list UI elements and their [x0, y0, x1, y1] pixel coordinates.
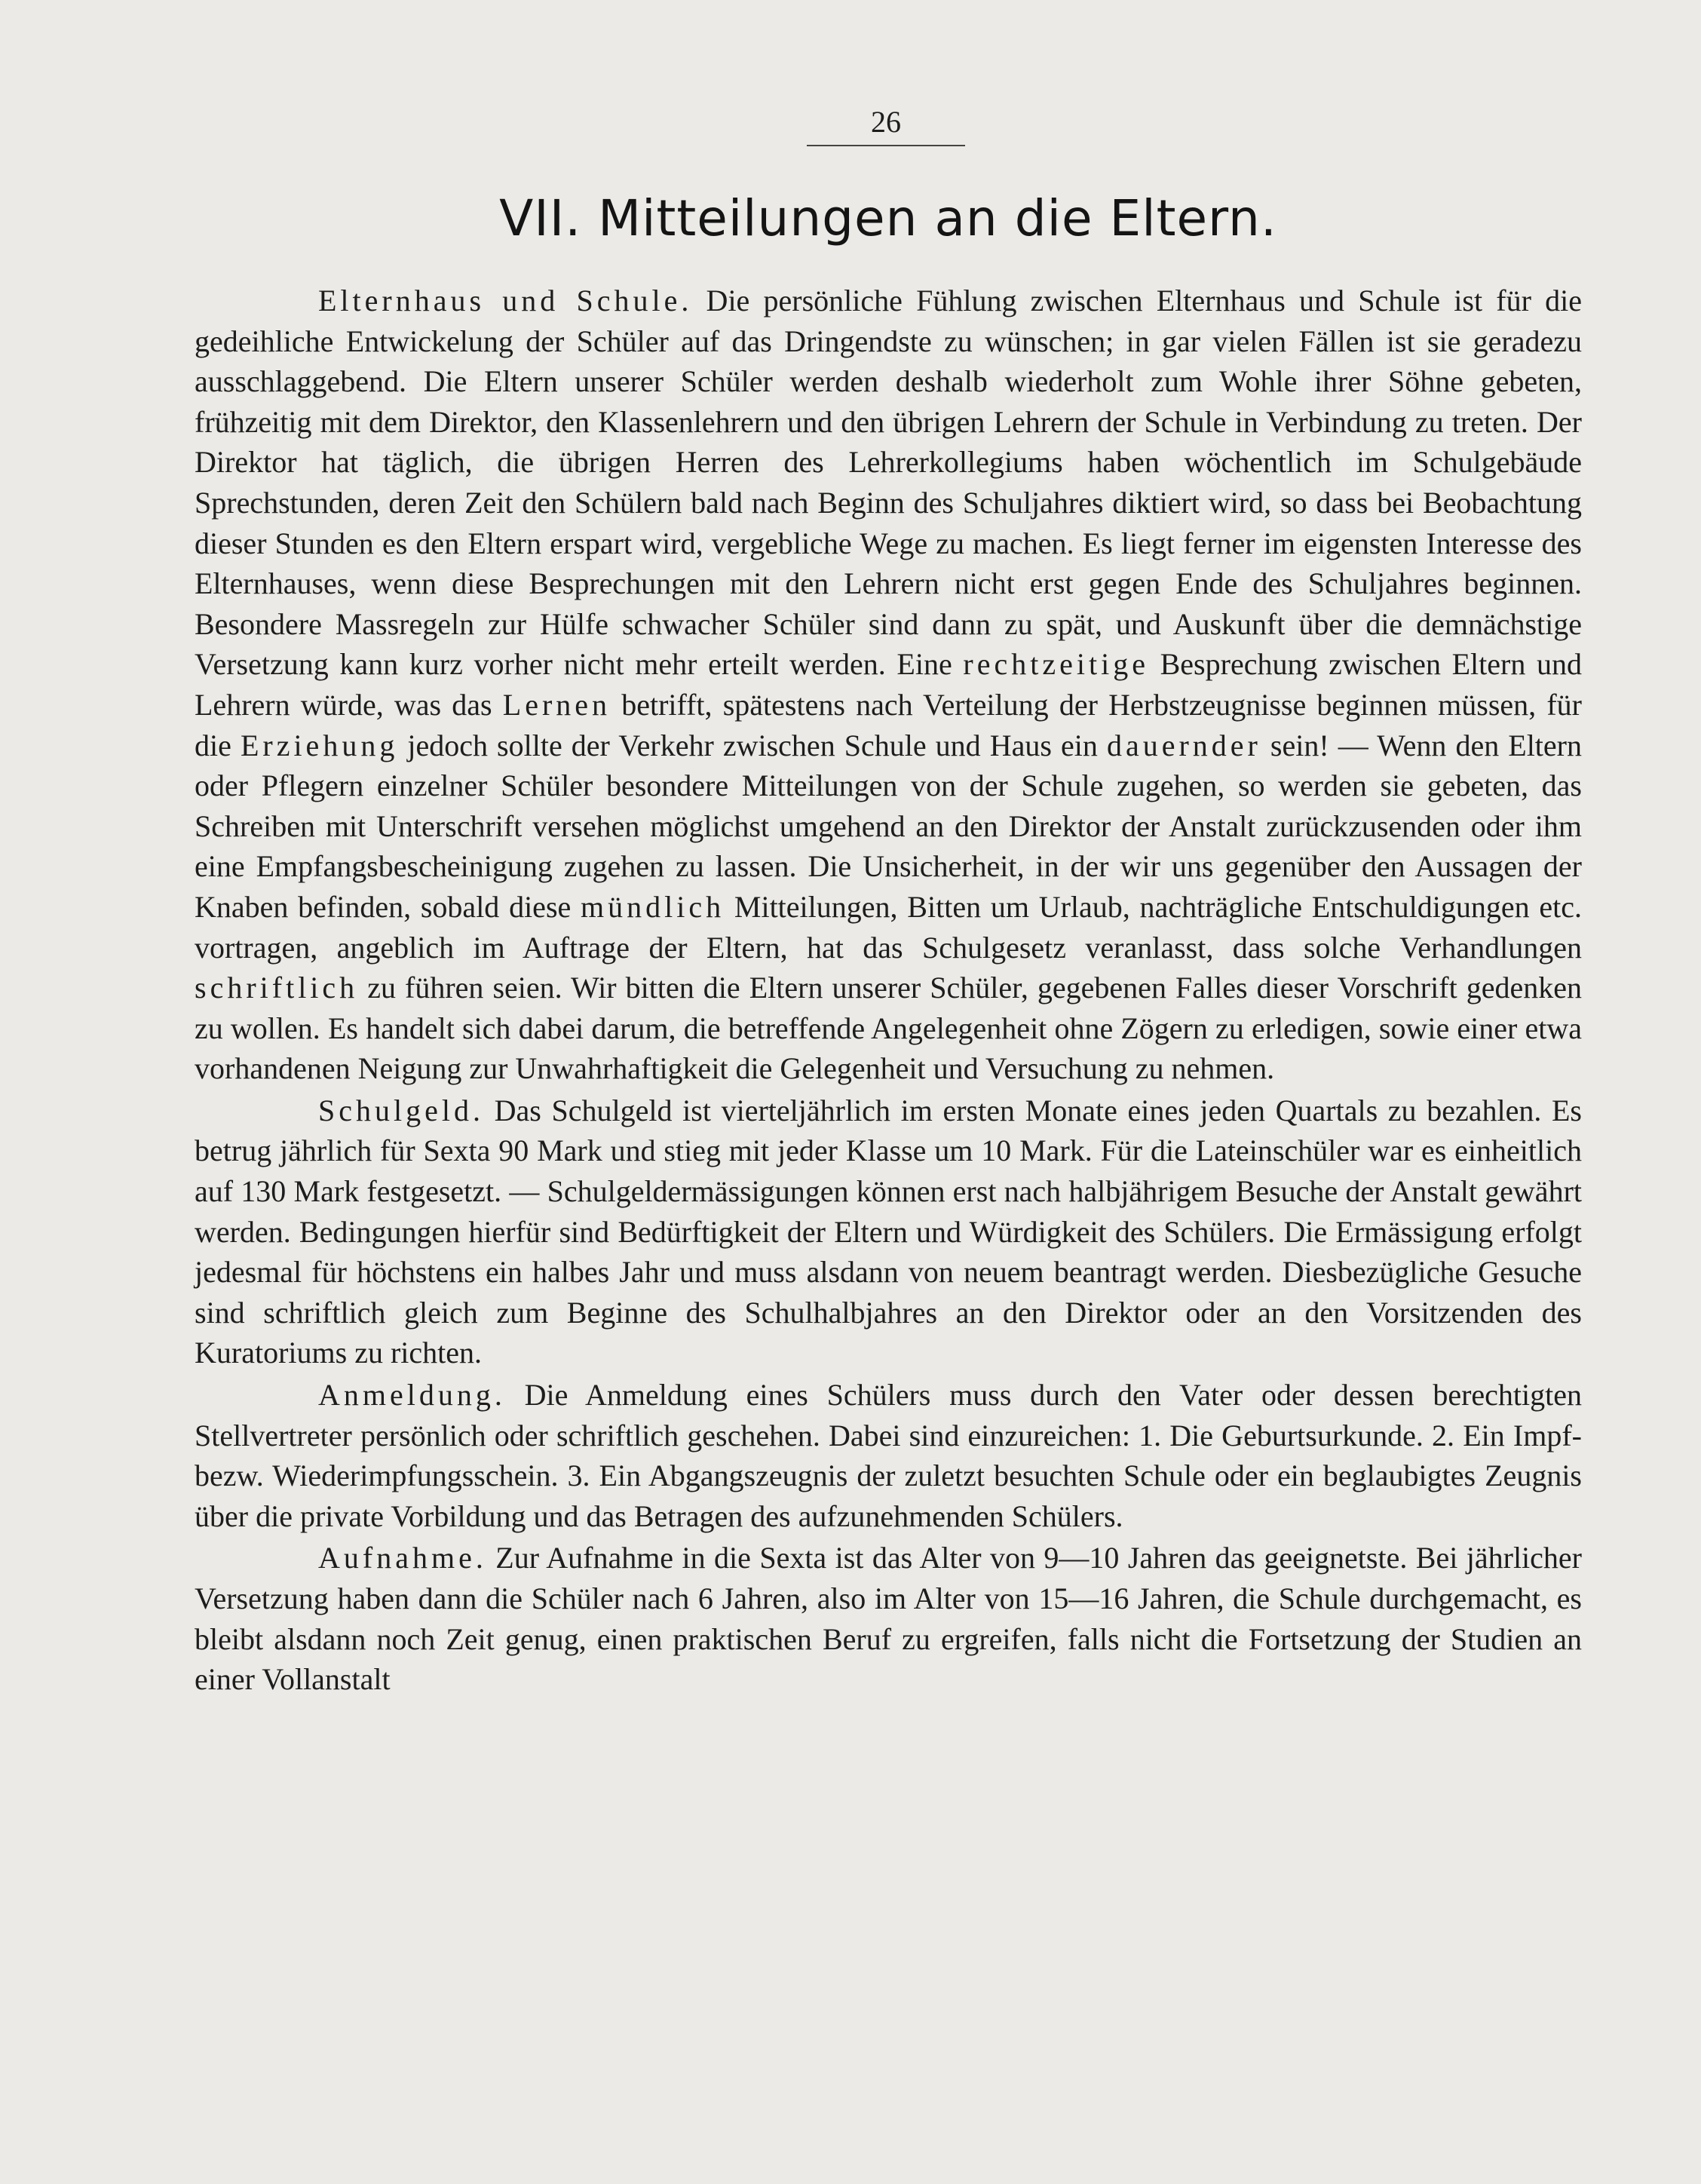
- section-heading: Anmeldung.: [318, 1378, 506, 1413]
- section-heading: Aufnahme.: [318, 1541, 487, 1575]
- emphasis-text: rechtzeitige: [963, 647, 1149, 682]
- section-heading: Schulgeld.: [318, 1093, 484, 1127]
- text-run: Die persönliche Fühlung zwischen Elternhaus und Schule ist für die gedeihliche Entwickelung der Schüler auf das Dringendste zu wünschen; in gar vielen Fällen ist sie geradezu ausschlaggebend. Die Eltern unserer Schüler werden deshalb wiederholt zum Wohle ihrer Söhne gebeten, frühzeitig mit dem Direktor, den Klassenlehrern und den übrigen Lehrern der Schule in Verbindung zu treten. Der Direktor hat täglich, die übrigen Herren des Lehrerkollegiums haben wöchentlich im Schulgebäude Sprechstunden, deren Zeit den Schülern bald nach Beginn des Schuljahres diktiert wird, so dass bei Beobachtung dieser Stunden es den Eltern erspart wird, vergebliche Wege zu machen. Es liegt ferner im eigensten Interesse des Elternhauses, wenn diese Besprechungen mit den Lehrern nicht erst gegen Ende des Schuljahres beginnen. Besondere Massregeln zur Hülfe schwacher Schüler sind dann zu spät, und Auskunft über die demnächstige Versetzung kann kurz vorher nicht mehr erteilt werden. Eine: [195, 284, 1582, 682]
- paragraph-anmeldung: [195, 1375, 1582, 1536]
- emphasis-text: dauernder: [1106, 728, 1261, 762]
- page-number: 26: [807, 104, 965, 146]
- page-title: VII. Mitteilungen an die Eltern.: [499, 189, 1277, 247]
- text-run: Die Anmeldung eines Schülers muss durch den Vater oder dessen berechtigten Stellvertreter persönlich oder schriftlich geschehen. Dabei sind einzureichen: 1. Die Geburtsurkunde. 2. Ein Impf- bezw. Wiederimpfungsschein. 3. Ein Abgangszeugnis der zuletzt besuchten Schule oder ein beglaubigtes Zeugnis über die private Vorbildung und das Betragen des aufzunehmenden Schülers.: [195, 1378, 1582, 1533]
- text-run: Mitteilungen, Bitten um Urlaub, nachträgliche Entschuldigungen etc. vortragen, angeblich im Auftrage der Eltern, hat das Schulgesetz veranlasst, dass solche Verhandlungen: [195, 889, 1582, 965]
- emphasis-text: mündlich: [581, 889, 725, 924]
- paragraph-elternhaus: [195, 281, 1582, 1089]
- text-run: zu führen seien. Wir bitten die Eltern unserer Schüler, gegebenen Falles dieser Vorschrift gedenken zu wollen. Es handelt sich dabei darum, die betreffende Angelegenheit ohne Zögern zu erledigen, sowie einer etwa vorhandenen Neigung zur Unwahrhaftigkeit die Gelegenheit und Versuchung zu nehmen.: [195, 971, 1582, 1086]
- paragraph-aufnahme: [195, 1538, 1582, 1699]
- text-run: Das Schulgeld ist vierteljährlich im ersten Monate eines jeden Quartals zu bezahlen. Es betrug jährlich für Sexta 90 Mark und stieg mit jeder Klasse um 10 Mark. Für die Lateinschüler war es einheitlich auf 130 Mark festgesetzt. — Schulgeldermässigungen können erst nach halbjährigem Besuche der Anstalt gewährt werden. Bedingungen hierfür sind Bedürftigkeit der Eltern und Würdigkeit des Schülers. Die Ermässigung erfolgt jedesmal für höchstens ein halbes Jahr und muss alsdann von neuem beantragt werden. Diesbezügliche Gesuche sind schriftlich gleich zum Beginne des Schulhalbjahres an den Direktor oder an den Vorsitzenden des Kuratoriums zu richten.: [195, 1093, 1582, 1370]
- text-run: sein! — Wenn den Eltern oder Pflegern einzelner Schüler besondere Mitteilungen von der Schule zugehen, so werden sie gebeten, das Schreiben mit Unterschrift versehen möglichst umgehend an den Direktor der Anstalt zurückzusenden oder ihm eine Empfangsbescheinigung zugehen zu lassen. Die Unsicherheit, in der wir uns gegenüber den Aussagen der Knaben befinden, sobald diese: [195, 728, 1582, 924]
- text-run: Zur Aufnahme in die Sexta ist das Alter von 9—10 Jahren das geeignetste. Bei jährlicher Versetzung haben dann die Schüler nach 6 Jahren, also im Alter von 15—16 Jahren, die Schule durchgemacht, es bleibt alsdann noch Zeit genug, einen praktischen Beruf zu ergreifen, falls nicht die Fortsetzung der Studien an einer Vollanstalt: [195, 1541, 1582, 1697]
- text-run: Besprechung zwischen Eltern und Lehrern würde, was das: [195, 647, 1583, 722]
- paragraph-schulgeld: [195, 1090, 1582, 1373]
- emphasis-text: Lernen: [502, 687, 611, 722]
- body-text: [195, 281, 1582, 1700]
- emphasis-text: Erziehung: [240, 728, 399, 762]
- emphasis-text: schriftlich: [195, 971, 359, 1005]
- section-heading: Elternhaus und Schule.: [318, 284, 693, 317]
- text-run: betrifft, spätestens nach Verteilung der Herbstzeugnisse beginnen müssen, für die: [195, 687, 1582, 762]
- text-run: jedoch sollte der Verkehr zwischen Schule und Haus ein: [398, 728, 1107, 762]
